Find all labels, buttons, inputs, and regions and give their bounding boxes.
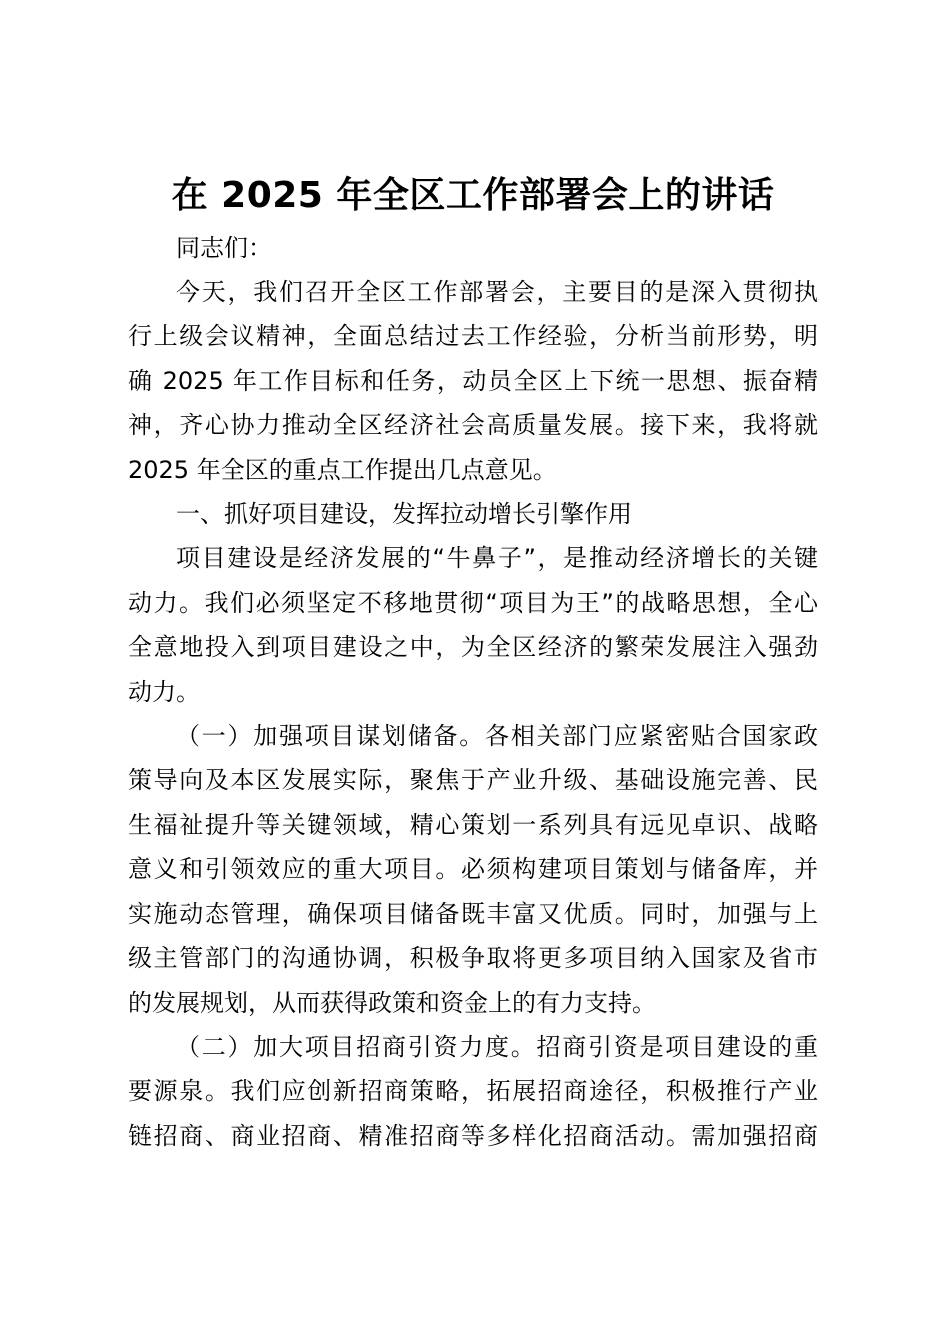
intro-paragraph xyxy=(128,270,818,492)
paragraph-line: 确 2025 年工作目标和任务，动员全区上下统一思想、振奋精 xyxy=(128,366,818,395)
paragraph-line: 意义和引领效应的重大项目。必须构建项目策划与储备库，并 xyxy=(128,855,818,884)
document-title: 在 2025 年全区工作部署会上的讲话 xyxy=(171,175,775,216)
paragraph-line: 级主管部门的沟通协调，积极争取将更多项目纳入国家及省市 xyxy=(128,944,818,973)
paragraph-line: 神，齐心协力推动全区经济社会高质量发展。接下来，我将就 xyxy=(128,411,818,440)
paragraph-line: 动力。 xyxy=(128,677,200,706)
paragraph-line: 实施动态管理，确保项目储备既丰富又优质。同时，加强与上 xyxy=(128,899,818,928)
paragraph-line: 今天，我们召开全区工作部署会，主要目的是深入贯彻执 xyxy=(176,278,818,306)
paragraph-line: 动力。我们必须坚定不移地贯彻“项目为王”的战略思想，全心 xyxy=(128,588,818,617)
document-page xyxy=(128,170,818,1158)
paragraph-line: 生福祉提升等关键领域，精心策划一系列具有远见卓识、战略 xyxy=(128,810,818,839)
paragraph-line: 策导向及本区发展实际，聚焦于产业升级、基础设施完善、民 xyxy=(128,766,818,795)
paragraph-line: 2025 年全区的重点工作提出几点意见。 xyxy=(128,455,557,484)
paragraph-line: 全意地投入到项目建设之中，为全区经济的繁荣发展注入强劲 xyxy=(128,633,818,662)
paragraph-line: 行上级会议精神，全面总结过去工作经验，分析当前形势，明 xyxy=(128,322,818,351)
paragraph-line: 要源泉。我们应创新招商策略，拓展招商途径，积极推行产业 xyxy=(128,1077,818,1106)
paragraph-line: （二）加大项目招商引资力度。招商引资是项目建设的重 xyxy=(176,1032,818,1061)
paragraph-line: 项目建设是经济发展的“牛鼻子”，是推动经济增长的关键 xyxy=(176,544,818,573)
section-heading: 一、抓好项目建设，发挥拉动增长引擎作用 xyxy=(176,500,632,529)
paragraph-line: 的发展规划，从而获得政策和资金上的有力支持。 xyxy=(128,988,656,1017)
project-paragraph xyxy=(128,536,818,714)
paragraph-line: 链招商、商业招商、精准招商等多样化招商活动。需加强招商 xyxy=(128,1121,818,1150)
salutation: 同志们： xyxy=(176,234,272,262)
subsection-1-paragraph xyxy=(128,714,818,1025)
paragraph-line: （一）加强项目谋划储备。各相关部门应紧密贴合国家政 xyxy=(176,722,818,751)
subsection-2-paragraph xyxy=(128,1025,818,1158)
